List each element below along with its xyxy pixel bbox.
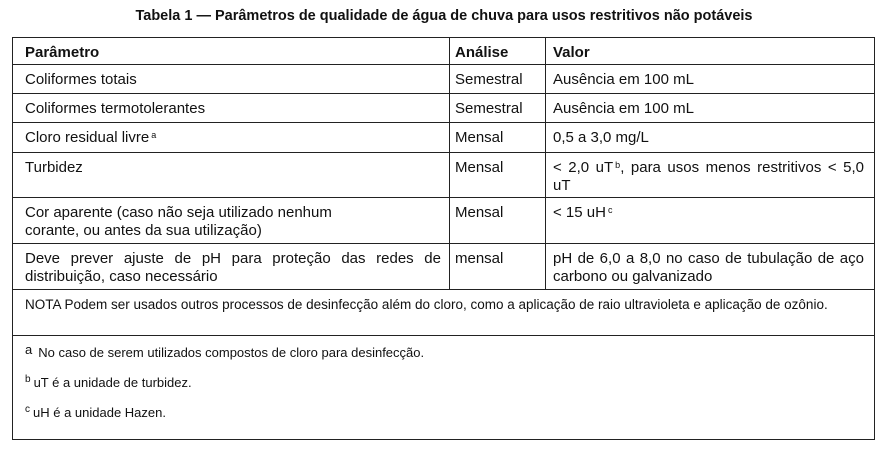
footnote-b — [25, 375, 192, 391]
table-row — [13, 153, 874, 198]
footnote-a — [25, 342, 425, 361]
analise-cell: Mensal — [450, 198, 546, 243]
table-row — [13, 244, 874, 290]
analise-cell: mensal — [450, 244, 546, 289]
table-row — [13, 65, 874, 94]
parametro-cell — [13, 123, 450, 152]
table-row — [13, 123, 874, 153]
footnote-c — [25, 405, 166, 421]
valor-text-pre: < 2,0 uT — [553, 159, 614, 176]
header-valor: Valor — [553, 44, 590, 61]
table-row — [13, 198, 874, 244]
footnote-letter: b — [25, 374, 31, 385]
parametro-cell: Coliformes totais — [13, 65, 450, 93]
quality-parameters-table — [12, 37, 875, 440]
parametro-cell: Cor aparente (caso não seja utilizado nenhum corante, ou antes da sua utilização) — [13, 198, 450, 243]
valor-text: , para usos menos restritivos < 5,0 uT — [553, 159, 865, 194]
valor-cell: Ausência em 100 mL — [553, 71, 694, 88]
analise-cell: Semestral — [450, 65, 546, 93]
footnote-letter: a — [25, 342, 33, 357]
parametro-text: Cloro residual livre — [25, 129, 150, 146]
footnote-letter: c — [25, 404, 30, 415]
footnotes-row — [13, 336, 874, 439]
footnote-text: uT é a unidade de turbidez. — [33, 375, 192, 390]
footnote-ref-c: c — [607, 205, 613, 215]
table-note: NOTA Podem ser usados outros processos de desinfecção além do cloro, como a aplicação de raio ultravioleta e aplicação de ozônio. — [25, 297, 828, 312]
valor-cell: 0,5 a 3,0 mg/L — [553, 129, 649, 146]
footnote-text: uH é a unidade Hazen. — [33, 405, 166, 420]
header-parametro: Parâmetro — [13, 38, 450, 64]
parametro-cell: Deve prever ajuste de pH para proteção das redes de distribuição, caso necessário — [13, 244, 450, 289]
footnote-ref-a: a — [151, 130, 157, 140]
table-row — [13, 94, 874, 123]
analise-cell: Mensal — [450, 123, 546, 152]
valor-cell — [546, 198, 874, 243]
valor-cell — [546, 153, 874, 197]
analise-cell: Mensal — [450, 153, 546, 197]
valor-cell: pH de 6,0 a 8,0 no caso de tubulação de aço carbono ou galvanizado — [553, 250, 864, 285]
valor-cell: Ausência em 100 mL — [553, 100, 694, 117]
analise-cell: Semestral — [450, 94, 546, 122]
parametro-cell: Coliformes termotolerantes — [13, 94, 450, 122]
footnote-ref-b: b — [615, 160, 621, 170]
header-analise: Análise — [450, 38, 546, 64]
parametro-cell: Turbidez — [13, 153, 450, 197]
valor-text: < 15 uH — [553, 204, 606, 221]
footnote-text: No caso de serem utilizados compostos de cloro para desinfecção. — [38, 345, 425, 360]
table-title: Tabela 1 — Parâmetros de qualidade de água de chuva para usos restritivos não potáveis — [135, 8, 753, 24]
note-row — [13, 290, 874, 336]
table-header-row — [13, 38, 874, 65]
